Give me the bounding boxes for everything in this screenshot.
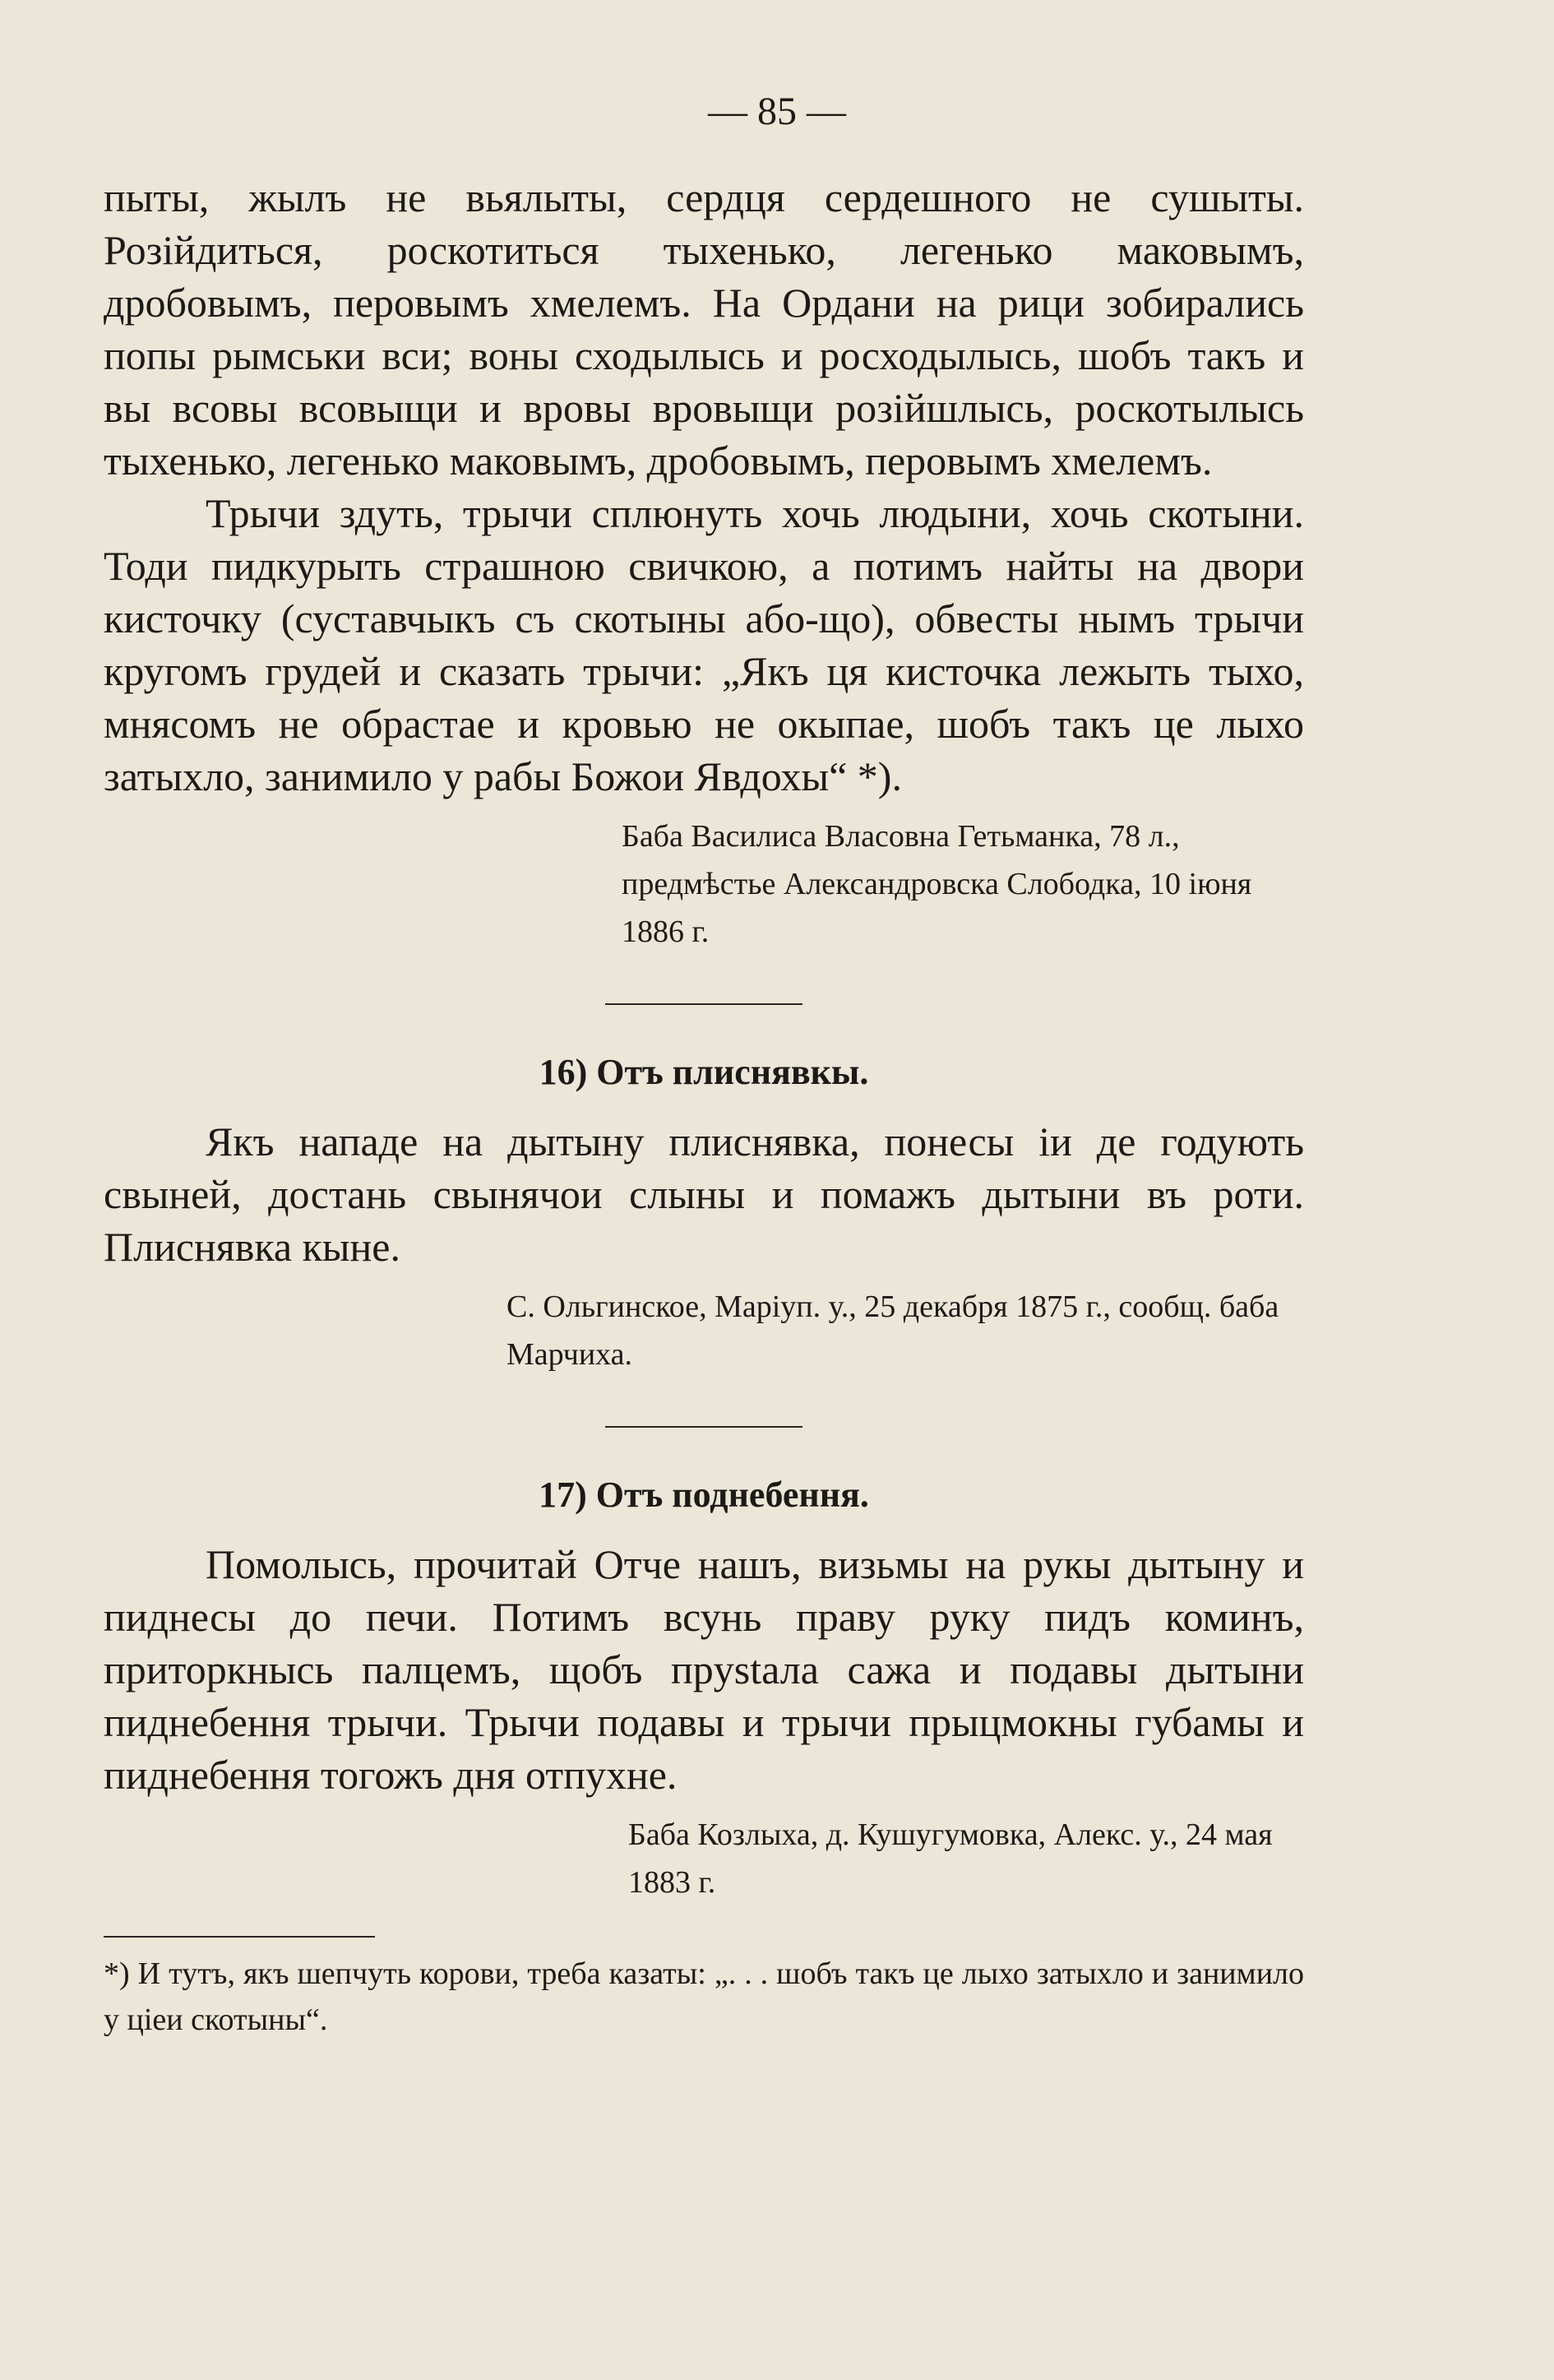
source-note-1: Баба Василиса Власовна Гетьманка, 78 л., предмѣстье Александровска Слободка, 10 іюня 1886 г.: [622, 819, 1252, 949]
page-number: — 85 —: [708, 90, 846, 133]
source-note-2: С. Ольгинское, Маріуп. у., 25 декабря 1875 г., сообщ. баба Марчиха.: [506, 1290, 1279, 1372]
section-divider-2: [605, 1426, 802, 1428]
footnote-rule: [104, 1936, 375, 1938]
paragraph-charm: Трычи здуть, трычи сплюнуть хочь людыни, хочь скотыни. Тоди пидкурыть страшною свичкою, а потимъ найты на двори кисточку (суставчыкъ съ скотыны або-що), обвесты нымъ трычи кругомъ грудей и сказать трычи: „Якъ ця кисточка лежыть тыхо, мнясомъ не обрастае и кровью не окыпае, шобъ такъ це лыхо затыхло, занимило у рабы Божои Явдохы“ *).: [104, 490, 1304, 799]
section-divider-1: [605, 1003, 802, 1005]
section-heading-17: 17) Отъ поднебення.: [539, 1475, 869, 1515]
page-content: [104, 171, 1304, 2043]
source-note-3: Баба Козлыха, д. Кушугумовка, Алекс. у., 24 мая 1883 г.: [628, 1817, 1273, 1900]
paragraph-plisnyavka: Якъ нападе на дытыну плиснявка, понесы іи де годують свыней, достань свынячои слыны и помажъ дытыни въ роти. Плиснявка кыне.: [104, 1118, 1304, 1270]
paragraph-continuation: пыты, жылъ не вьялыты, сердця сердешного не сушыты. Розійдиться, роскотиться тыхенько, легенько маковымъ, дробовымъ, перовымъ хмелемъ. На Ордани на рици зобирались попы рымськи вси; воны сходылысь и росходылысь, шобъ такъ и вы всовы всовыщи и вровы вровыщи розійшлысь, роскотылысь тыхенько, легенько маковымъ, дробовымъ, перовымъ хмелемъ.: [104, 174, 1304, 484]
section-heading-16: 16) Отъ плиснявкы.: [539, 1052, 869, 1092]
footnote: *) И тутъ, якъ шепчуть корови, треба казаты: „. . . шобъ такъ це лыхо затыхло и занимило у ціеи скотыны“.: [104, 1956, 1304, 2037]
paragraph-podnebennya: Помолысь, прочитай Отче нашъ, визьмы на рукы дытыну и пиднесы до печи. Потимъ всунь праву руку пидъ коминъ, приторкнысь палцемъ, щобъ прystала сажа и подавы дытыни пиднебення трычи. Трычи подавы и трычи прыцмокны губамы и пиднебення тогожъ дня отпухне.: [104, 1541, 1304, 1798]
